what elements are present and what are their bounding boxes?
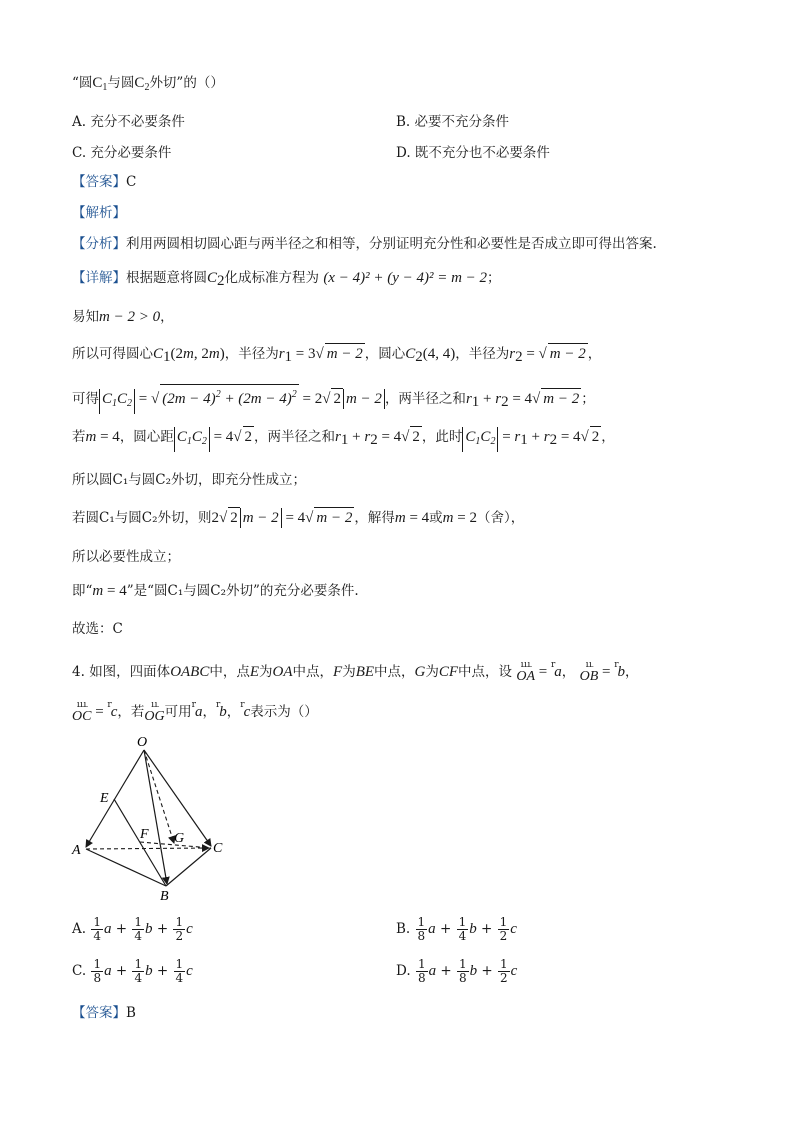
q3-l3b: ，半径为 [224, 346, 279, 362]
q3-stem-mid: 与圆 [107, 75, 135, 91]
edge-oa [86, 750, 144, 847]
q4-opt-c-label: C. [72, 963, 87, 979]
q3-l9b: ”是“圆C₁与圆C₂外切”的充分必要条件. [126, 583, 359, 599]
q3-l2-end: ， [160, 309, 174, 325]
q3-option-a: A. 充分不必要条件 [72, 114, 185, 130]
q4-answer [72, 1003, 136, 1023]
q3-detail-1a: 根据题意将圆 [126, 270, 207, 286]
q3-conclusion: 故选：C [72, 621, 123, 637]
q3-l7b: ，解得 [354, 510, 395, 526]
q3-l5c: ，两半径之和 [254, 429, 336, 445]
q4-opt-d-label: D. [396, 963, 411, 979]
q3-answer [72, 172, 136, 192]
q4-stem-line2: ւււ OC = $^r$c，若 ււ OG 可用$^r$a，$^r$b，$^r$c表示为（） [72, 700, 318, 724]
q3-detail-1end: ； [487, 270, 501, 286]
q3-l3c: ，圆心 [364, 346, 406, 362]
q4-stem-k: ，若 [117, 704, 145, 720]
q4-stem-e: 为 [342, 664, 356, 680]
q3-stem-open: “圆 [72, 75, 93, 91]
q4-stem-d: 中点， [292, 664, 334, 680]
edge-ab [86, 849, 166, 886]
q3-detail-label: 【详解】 [72, 270, 126, 286]
edge-ac-dashed [86, 848, 209, 849]
q4-number: 4. [72, 664, 85, 680]
q3-analysis-label [72, 203, 126, 223]
q3-stem: “圆$C_1$与圆$C_2$外切”的（） [72, 75, 224, 93]
q3-option-b: B. 必要不充分条件 [396, 114, 510, 130]
q3-l9a: 即“ [72, 583, 93, 599]
q4-answer-value: B [126, 1005, 136, 1021]
label-g: G [174, 831, 185, 846]
label-c: C [213, 841, 223, 856]
q4-stem-a: 如图，四面体 [89, 664, 171, 680]
q3-fenxi-label: 【分析】 [72, 236, 126, 252]
q3-l4a: 可得 [72, 391, 99, 407]
label-e: E [100, 791, 109, 806]
q3-detail-1b: 化成标准方程为 [224, 270, 320, 286]
q4-answer-label: 【答案】 [72, 1005, 126, 1021]
q4-stem-m: 表示为（） [250, 704, 318, 720]
q3-l4b: ，两半径之和 [384, 391, 466, 407]
q4-option-c: C. $\frac{1}{8}$ a + $\frac{1}{4}$ b + $\frac{1}{4}$ c [72, 957, 193, 985]
q3-l2-inequality: m − 2 > 0 [99, 309, 161, 325]
q4-stem-line1: 4. 如图，四面体OABC中，点E为OA中点，F为BE中点，G为CF中点，设 ւււ OA = $^r$a， ււ OB = $^r$b， [72, 660, 639, 684]
label-f: F [140, 827, 149, 842]
tetrahedron-figure [66, 728, 236, 908]
q4-stem-f: 中点， [374, 664, 415, 680]
q3-detail-line1: 【详解】根据题意将圆$C_2$化成标准方程为 (x − 4)² + (y − 4)² = m − 2； [72, 270, 501, 289]
q3-l7c: 或 [429, 510, 443, 526]
q3-detail-line8: 所以必要性成立； [72, 549, 180, 565]
q4-option-a: A. $\frac{1}{4}$ a + $\frac{1}{4}$ b + $\frac{1}{2}$ c [72, 915, 193, 943]
q3-l5end: ， [601, 429, 615, 445]
q3-l5b: ，圆心距 [119, 429, 174, 445]
q3-detail-line9: 即“m = 4”是“圆C₁与圆C₂外切”的充分必要条件. [72, 583, 359, 599]
q4-opt-a-label: A. [72, 921, 87, 937]
q3-option-d: D. 既不充分也不必要条件 [396, 145, 550, 161]
q4-stem-i: ， [561, 664, 576, 680]
q3-analysis-text: 【解析】 [72, 205, 126, 221]
q3-l2-text: 易知 [72, 309, 99, 325]
q3-detail-line6: 所以圆C₁与圆C₂外切，即充分性成立； [72, 472, 306, 488]
q4-stem-l: 可用 [164, 704, 192, 720]
q3-detail-line5: 若m = 4，圆心距 $C_1C_2 = 4√$ 2 ，两半径之和$r_1 + r_2 = 4√$ 2 ，此时 $C_1C_2 = r_1 + r_2 = 4√$ 2 ， [72, 426, 615, 452]
q3-fenxi-text: 利用两圆相切圆心距与两半径之和相等，分别证明充分性和必要性是否成立即可得出答案. [126, 236, 657, 252]
q3-l3end: ， [587, 346, 602, 362]
q4-stem-g: 为 [425, 664, 439, 680]
q3-l5d: ，此时 [421, 429, 463, 445]
q3-detail-line2 [72, 307, 174, 327]
q3-option-c: C. 充分必要条件 [72, 145, 172, 161]
q3-fenxi [72, 234, 657, 254]
q3-detail-line3: 所以可得圆心$C_1(2m$, 2m)，半径为$r_1 = 3√$ m − 2 ，圆心$C_2(4$, 4)，半径为$r_2$ = √ m − 2 ， [72, 343, 601, 367]
label-b: B [160, 889, 169, 904]
q3-stem-close: 外切”的（） [149, 75, 224, 91]
q3-l3d: ，半径为 [455, 346, 510, 362]
q4-stem-h: 中点，设 [458, 664, 513, 680]
q3-detail-line4: 可得 $C_1C_2$ = √ $(2m - 4)^2 + (2m - 4)^2 = 2√$ 2 m − 2 ，两半径之和$r_1 + r_2 = 4√$ m − 2 ； [72, 384, 595, 414]
q3-l7a: 若圆C₁与圆C₂外切，则 [72, 510, 212, 526]
label-a: A [72, 843, 81, 858]
q4-stem-c: 为 [259, 664, 273, 680]
q3-l3a: 所以可得圆心 [72, 346, 153, 362]
q3-l7d: （舍）， [476, 510, 525, 526]
q3-l4end: ； [581, 391, 595, 407]
q3-standard-equation: (x − 4)² + (y − 4)² = m − 2 [323, 270, 488, 286]
q3-answer-value: C [126, 174, 137, 190]
label-o: O [137, 735, 148, 750]
q3-l5a: 若 [72, 429, 86, 445]
q4-stem-j: ， [625, 664, 639, 680]
q4-option-d: D. $\frac{1}{8}$ a + $\frac{1}{8}$ b + $\frac{1}{2}$ c [396, 957, 518, 985]
edge-bc [166, 848, 211, 886]
q3-answer-label: 【答案】 [72, 174, 126, 190]
q3-detail-line7: 若圆C₁与圆C₂外切，则2√ 2 m − 2 = 4√ m − 2 ，解得m = 4或m = 2（舍）， [72, 507, 524, 528]
edge-ob [144, 750, 167, 884]
q4-stem-b: 中，点 [209, 664, 250, 680]
q4-opt-b-label: B. [396, 921, 411, 937]
q4-option-b: B. $\frac{1}{8}$ a + $\frac{1}{4}$ b + $\frac{1}{2}$ c [396, 915, 517, 943]
